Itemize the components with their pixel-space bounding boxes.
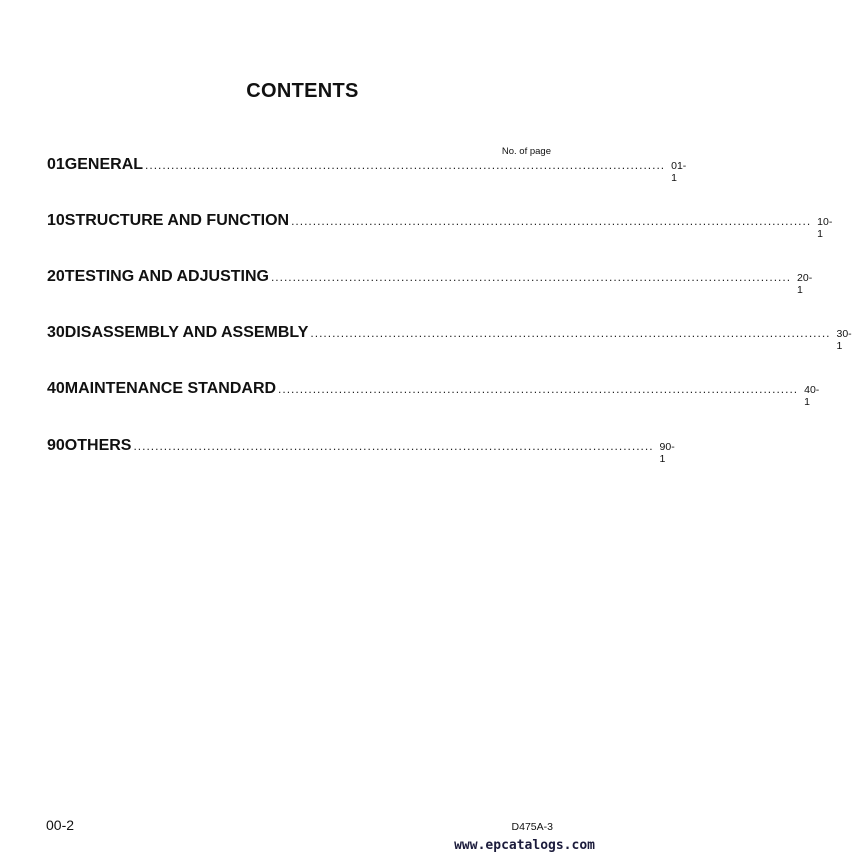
toc-entry-title: TESTING AND ADJUSTING xyxy=(64,268,269,285)
toc-entry-title: OTHERS xyxy=(64,437,132,454)
toc-entry-title: STRUCTURE AND FUNCTION xyxy=(64,212,290,229)
dot-leader: ........................................................................................................................ xyxy=(278,382,799,396)
toc-entry-title: GENERAL xyxy=(64,156,144,173)
toc-entry-number: 01 xyxy=(47,156,65,173)
toc-entry-page: 20-1 xyxy=(797,272,813,296)
dot-leader: ........................................................................................................................ xyxy=(270,270,792,284)
toc-entry-testing-and-adjusting[interactable] xyxy=(47,268,813,296)
toc-entry-page: 90-1 xyxy=(659,441,675,465)
toc-entry-number: 20 xyxy=(47,268,65,285)
toc-entry-maintenance-standard[interactable] xyxy=(47,380,820,408)
page-title: CONTENTS xyxy=(246,80,359,102)
toc-entry-page: 01-1 xyxy=(671,160,687,184)
toc-entry-number: 30 xyxy=(47,324,65,341)
watermark-url: www.epcatalogs.com xyxy=(454,838,595,853)
toc-entry-others[interactable] xyxy=(47,437,675,465)
toc-entry-title: MAINTENANCE STANDARD xyxy=(64,380,277,397)
toc-entry-page: 40-1 xyxy=(804,384,820,408)
footer-page-number: 00-2 xyxy=(46,817,75,833)
dot-leader: ........................................................................................................................ xyxy=(145,158,666,172)
page-column-header: No. of page xyxy=(501,146,551,157)
toc-entry-page: 30-1 xyxy=(836,328,852,352)
toc-entry-number: 90 xyxy=(47,437,65,454)
toc-entry-number: 10 xyxy=(47,212,65,229)
dot-leader: ........................................................................................................................ xyxy=(133,439,654,453)
toc-entry-structure-and-function[interactable] xyxy=(47,212,833,240)
dot-leader: ........................................................................................................................ xyxy=(291,214,812,228)
toc-entry-number: 40 xyxy=(47,380,65,397)
toc-entry-page: 10-1 xyxy=(817,216,833,240)
toc-entry-title: DISASSEMBLY AND ASSEMBLY xyxy=(64,324,309,341)
toc-entry-disassembly-and-assembly[interactable] xyxy=(47,324,852,352)
dot-leader: ........................................................................................................................ xyxy=(310,326,831,340)
footer-model-code: D475A-3 xyxy=(511,821,553,833)
toc-entry-general[interactable] xyxy=(47,156,687,184)
